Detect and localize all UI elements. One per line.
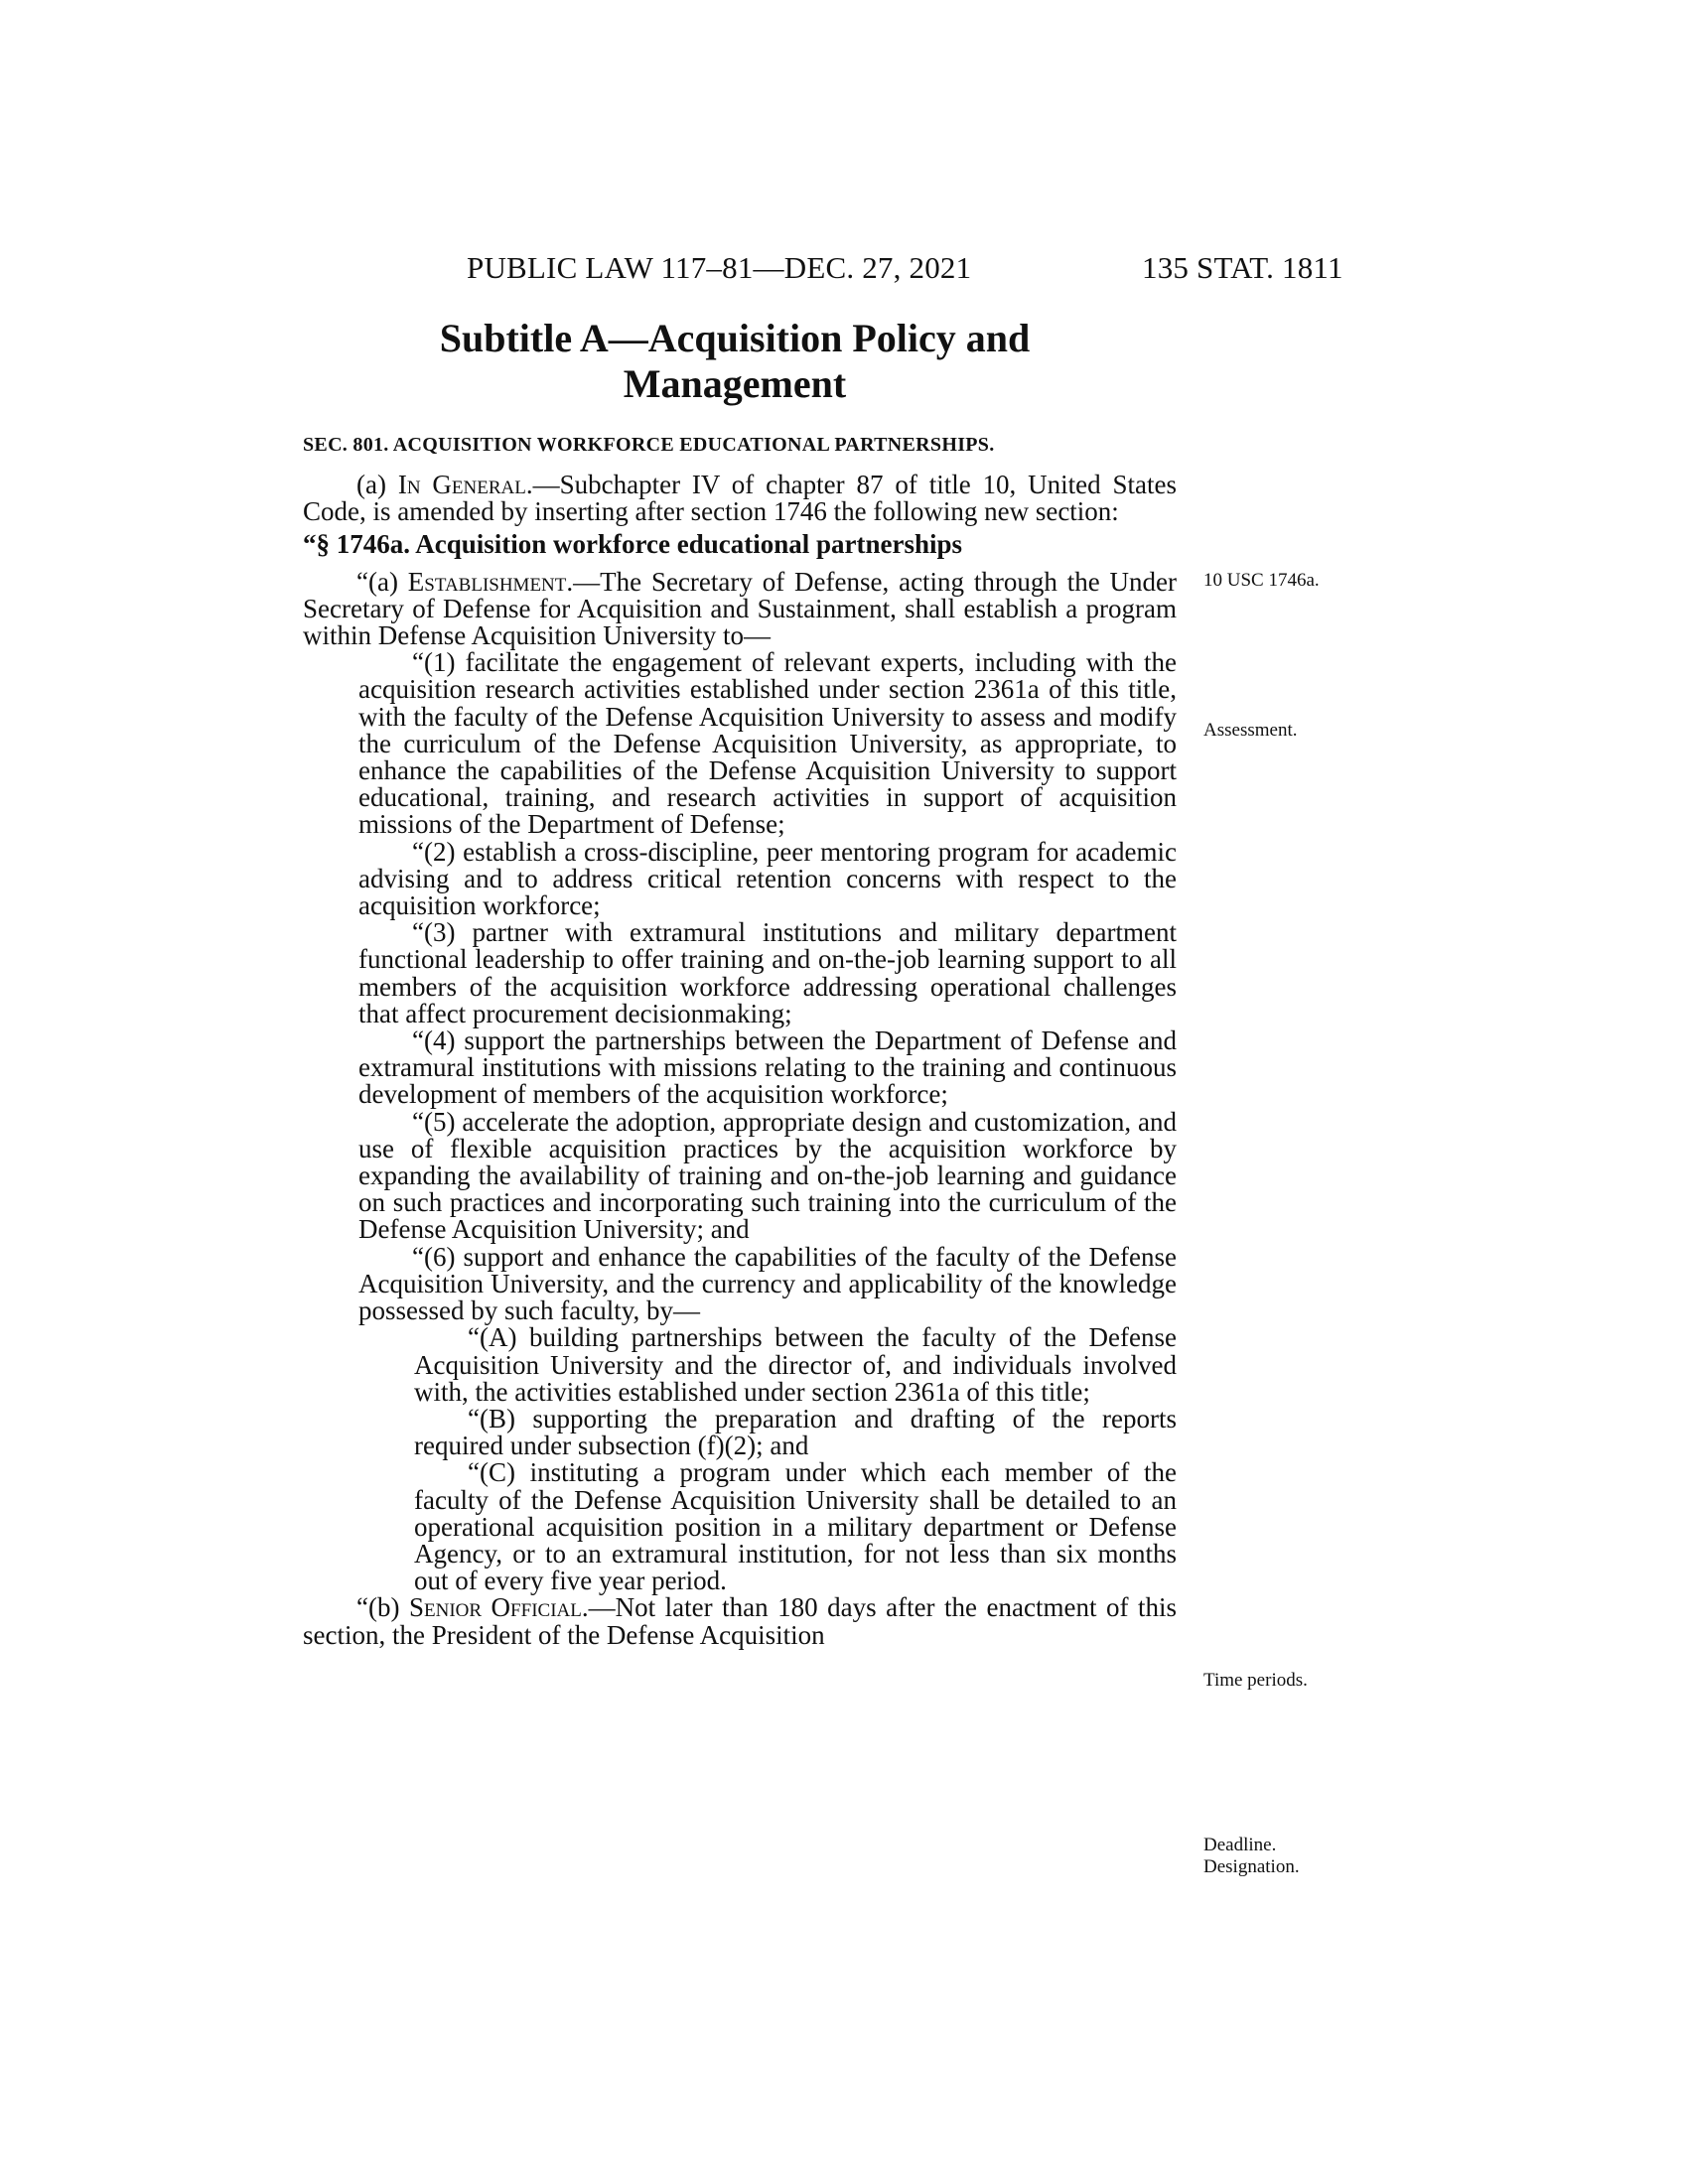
- item-6: “(6) support and enhance the capabilities of the faculty of the Defense Acquisition University, and the currency and applicability of the knowledge possessed by such faculty, by—: [358, 1241, 1177, 1326]
- item-4: “(4) support the partnerships between the Department of Defense and extramural institutions with missions relating to the training and continuous development of members of the acquisition workforce;: [358, 1025, 1177, 1110]
- running-header-stat-page: 135 STAT. 1811: [1142, 250, 1343, 285]
- senior-official-label: “(b): [356, 1592, 409, 1623]
- margin-note-designation: Designation.: [1203, 1856, 1300, 1877]
- senior-official-paragraph: [303, 1594, 1177, 1648]
- margin-note-time-periods: Time periods.: [1203, 1670, 1308, 1691]
- senior-official-text: .—Not later than 180 days after the enactment of this section, the President of the Defense Acquisition: [303, 1592, 1178, 1650]
- subsection-a-text: .—Subchapter IV of chapter 87 of title 10, United States Code, is amended by inserting after section 1746 the following new section:: [303, 470, 1178, 527]
- subsection-a: [303, 472, 1177, 525]
- subtitle-line-2: Management: [623, 361, 847, 406]
- running-header-law: PUBLIC LAW 117–81—DEC. 27, 2021: [467, 250, 972, 285]
- subsection-a-caption: In General: [397, 470, 526, 499]
- item-5: “(5) accelerate the adoption, appropriate design and customization, and use of flexible acquisition practices by the acquisition workforce by expanding the availability of training and on-the-job learning and guidance on such practices and incorporating such training into the curriculum of the Defense Acquisition University; and: [358, 1106, 1177, 1245]
- establishment-label: “(a): [356, 566, 408, 597]
- establishment-paragraph: [303, 566, 1178, 651]
- margin-note-assessment: Assessment.: [1203, 720, 1298, 741]
- item-1: “(1) facilitate the engagement of relevant experts, including with the acquisition research activities established under section 2361a of this title, with the faculty of the Defense Acquisition University to assess and modify the curriculum of the Defense Acquisition University, as appropriate, to enhance the capabilities of the Defense Acquisition University to support educational, training, and research activities in support of acquisition missions of the Department of Defense;: [358, 647, 1177, 840]
- subsection-a-label: (a): [356, 470, 398, 499]
- item-2: “(2) establish a cross-discipline, peer mentoring program for academic advising and to address critical retention concerns with respect to the acquisition workforce;: [358, 836, 1177, 921]
- section-heading: SEC. 801. ACQUISITION WORKFORCE EDUCATIONAL PARTNERSHIPS.: [303, 434, 995, 456]
- new-section-title: “§ 1746a. Acquisition workforce educational partnerships: [303, 529, 963, 560]
- margin-note-deadline: Deadline.: [1203, 1835, 1277, 1855]
- statute-body: [303, 472, 1177, 1649]
- subitem-a: “(A) building partnerships between the faculty of the Defense Acquisition University and the director of, and individuals involved with, the activities established under section 2361a of this title;: [414, 1322, 1177, 1407]
- subitem-c: “(C) instituting a program under which each member of the faculty of the Defense Acquisition University shall be detailed to an operational acquisition position in a military department or Defense Agency, or to an extramural institution, for not less than six months out of every five year period.: [414, 1457, 1177, 1596]
- margin-note-usc: 10 USC 1746a.: [1203, 570, 1320, 591]
- establishment-caption: Establishment: [407, 566, 567, 597]
- subitem-b: “(B) supporting the preparation and drafting of the reports required under subsection (f)(2); and: [414, 1403, 1177, 1461]
- senior-official-caption: Senior Official: [408, 1592, 582, 1623]
- establishment-text: .—The Secretary of Defense, acting through the Under Secretary of Defense for Acquisition and Sustainment, shall establish a program within Defense Acquisition University to—: [303, 566, 1178, 651]
- subtitle-line-1: Subtitle A—Acquisition Policy and: [439, 316, 1031, 360]
- item-3: “(3) partner with extramural institutions and military department functional leadership to offer training and on-the-job learning support to all members of the acquisition workforce addressing operational challenges that affect procurement decisionmaking;: [358, 917, 1177, 1028]
- subtitle-heading: [298, 316, 1172, 407]
